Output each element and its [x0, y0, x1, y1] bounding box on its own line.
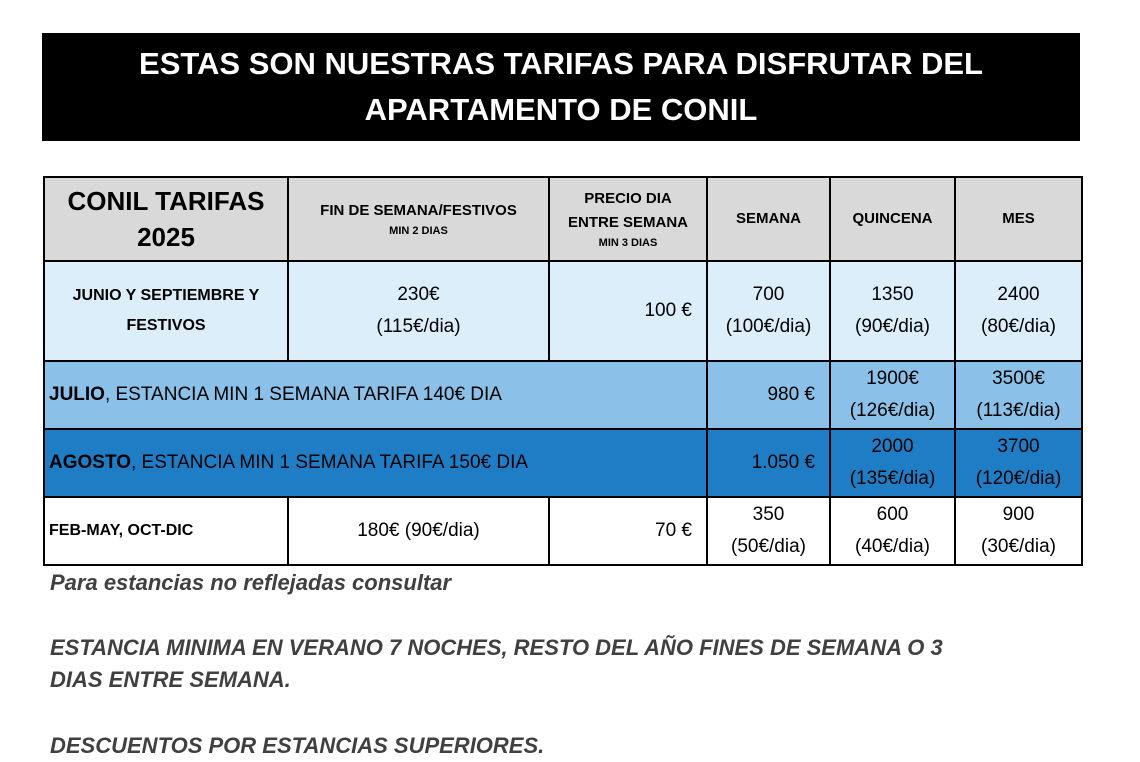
offseason-label: FEB-MAY, OCT-DIC — [44, 497, 288, 565]
week-price-daily: (50€/dia) — [731, 536, 806, 557]
month-price — [955, 429, 1082, 497]
brand-header-cell — [44, 177, 288, 261]
month-price-total: 900 — [1002, 504, 1035, 525]
fortnight-price-total: 600 — [876, 504, 909, 525]
august-label — [44, 429, 707, 497]
title-banner — [42, 33, 1080, 141]
week-price — [707, 261, 830, 361]
week-header: SEMANA — [707, 177, 830, 261]
weekday-header-line-2: ENTRE SEMANA — [567, 214, 688, 231]
fortnight-header: QUINCENA — [830, 177, 955, 261]
title-line-2: APARTAMENTO DE CONIL — [364, 92, 758, 127]
month-price — [955, 361, 1082, 429]
week-price-daily: (100€/dia) — [725, 316, 812, 337]
row-label-line-2: FESTIVOS — [126, 317, 206, 334]
fortnight-price — [830, 497, 955, 565]
month-price-daily: (80€/dia) — [981, 316, 1056, 337]
week-price-total: 350 — [752, 504, 785, 525]
weekday-header — [549, 177, 707, 261]
fortnight-price-daily: (126€/dia) — [849, 400, 936, 421]
weekend-header — [288, 177, 549, 261]
fortnight-price — [830, 261, 955, 361]
row-label-line-1: JUNIO Y SEPTIEMBRE Y — [72, 287, 260, 304]
weekend-price-daily: (115€/dia) — [376, 316, 461, 337]
fortnight-price-total: 2000 — [871, 436, 914, 457]
fortnight-price-daily: (135€/dia) — [849, 468, 936, 489]
weekday-price: 100 € — [549, 261, 707, 361]
note-discounts: DESCUENTOS POR ESTANCIAS SUPERIORES. — [50, 733, 545, 758]
table-row-june-september — [44, 261, 1082, 361]
week-price — [707, 497, 830, 565]
note-minimum-stay — [50, 632, 1130, 696]
month-price — [955, 261, 1082, 361]
month-price-daily: (120€/dia) — [975, 468, 1062, 489]
week-price-total: 700 — [752, 284, 785, 305]
brand-line-1: CONIL TARIFAS — [67, 186, 265, 216]
july-label-detail: , ESTANCIA MIN 1 SEMANA TARIFA 140€ DIA — [104, 384, 502, 405]
fortnight-price-daily: (90€/dia) — [855, 316, 930, 337]
week-price: 1.050 € — [707, 429, 830, 497]
weekday-header-line-1: PRECIO DIA — [584, 190, 672, 207]
table-row-offseason — [44, 497, 1082, 565]
rates-table — [43, 176, 1083, 566]
weekend-price: 180€ (90€/dia) — [288, 497, 549, 565]
month-price — [955, 497, 1082, 565]
fortnight-price-daily: (40€/dia) — [855, 536, 930, 557]
august-label-detail: , ESTANCIA MIN 1 SEMANA TARIFA 150€ DIA — [131, 452, 529, 473]
month-price-total: 3700 — [997, 436, 1040, 457]
month-price-daily: (113€/dia) — [976, 400, 1061, 421]
fortnight-price-total: 1350 — [871, 284, 914, 305]
weekend-price — [288, 261, 549, 361]
title-line-1: ESTAS SON NUESTRAS TARIFAS PARA DISFRUTAR DEL — [139, 46, 983, 81]
fortnight-price-total: 1900€ — [866, 368, 919, 389]
brand-line-2: 2025 — [137, 222, 195, 252]
row-label — [44, 261, 288, 361]
weekday-price: 70 € — [549, 497, 707, 565]
month-header: MES — [955, 177, 1082, 261]
table-header-row — [44, 177, 1082, 261]
weekend-price-total: 230€ — [397, 284, 440, 305]
fortnight-price — [830, 361, 955, 429]
table-row-august — [44, 429, 1082, 497]
fortnight-price — [830, 429, 955, 497]
table-row-july — [44, 361, 1082, 429]
weekend-header-sub: MIN 2 DIAS — [389, 225, 448, 237]
note-consult: Para estancias no reflejadas consultar — [50, 570, 452, 595]
month-price-total: 2400 — [997, 284, 1040, 305]
note-minimum-stay-line-2: DIAS ENTRE SEMANA. — [50, 667, 291, 692]
weekend-header-label: FIN DE SEMANA/FESTIVOS — [320, 202, 517, 219]
month-price-total: 3500€ — [992, 368, 1045, 389]
note-minimum-stay-line-1: ESTANCIA MINIMA EN VERANO 7 NOCHES, RESTO DEL AÑO FINES DE SEMANA O 3 — [50, 635, 943, 660]
month-price-daily: (30€/dia) — [981, 536, 1056, 557]
week-price: 980 € — [707, 361, 830, 429]
weekday-header-sub: MIN 3 DIAS — [598, 237, 658, 249]
august-label-month: AGOSTO — [49, 452, 131, 473]
july-label — [44, 361, 707, 429]
july-label-month: JULIO — [49, 384, 105, 405]
notes-section — [50, 568, 1130, 762]
